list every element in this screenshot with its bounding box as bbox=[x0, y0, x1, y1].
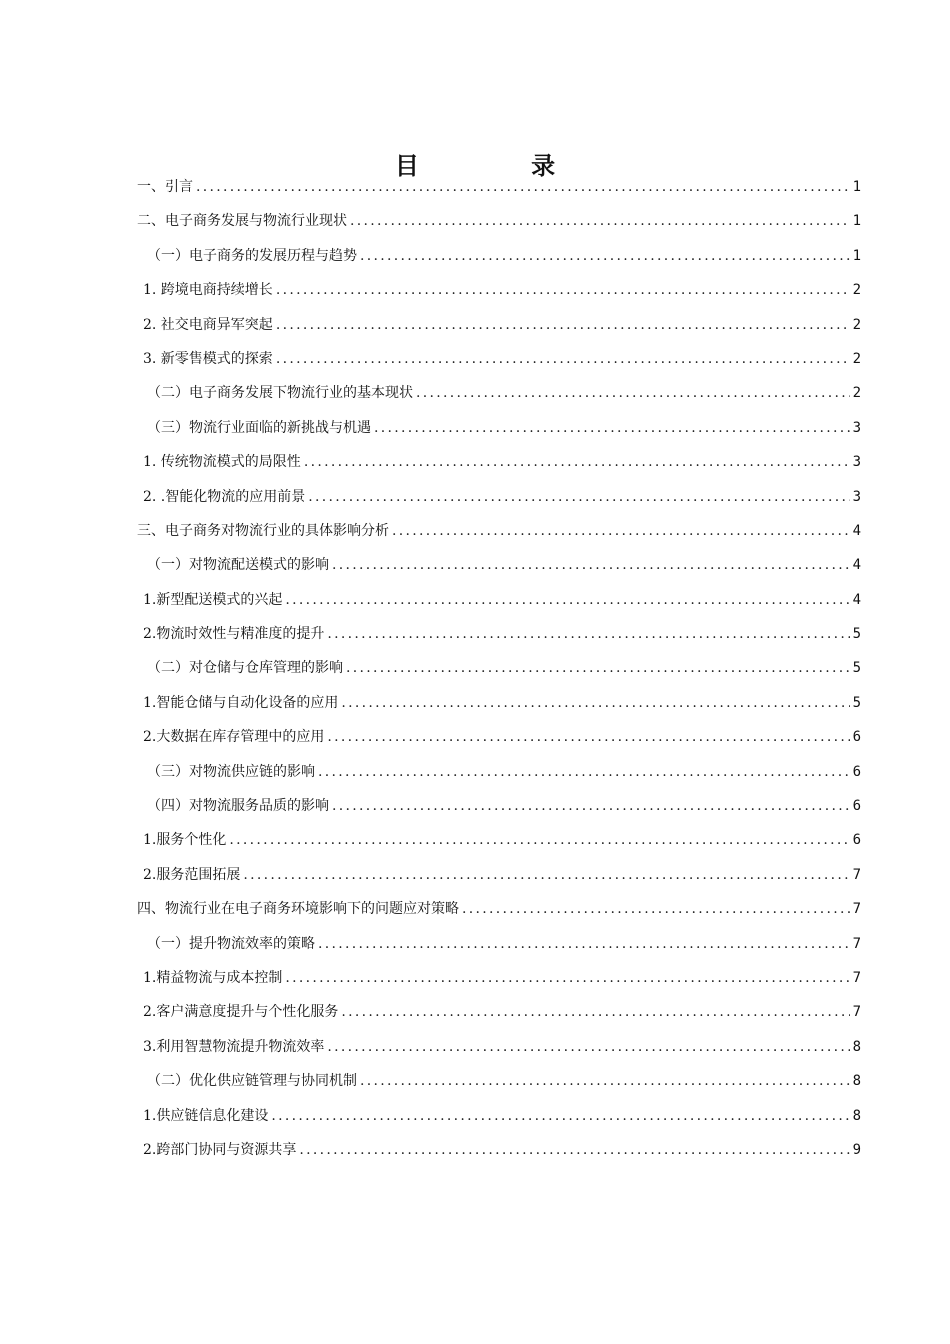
toc-entry-page-number: 8 bbox=[852, 1038, 861, 1055]
toc-entry[interactable] bbox=[137, 308, 861, 342]
toc-entry-label: 1.供应链信息化建设 bbox=[143, 1107, 269, 1124]
toc-entry[interactable] bbox=[137, 892, 861, 926]
toc-dot-leader bbox=[350, 204, 850, 238]
toc-entry-label: （三）对物流供应链的影响 bbox=[147, 763, 315, 780]
toc-entry-label: 1.精益物流与成本控制 bbox=[143, 969, 283, 986]
toc-entry[interactable] bbox=[137, 204, 861, 238]
toc-entry-label: （二）电子商务发展下物流行业的基本现状 bbox=[147, 385, 413, 402]
toc-dot-leader bbox=[276, 273, 850, 307]
toc-dot-leader bbox=[392, 514, 850, 548]
toc-entry[interactable] bbox=[137, 376, 861, 410]
toc-entry[interactable] bbox=[137, 823, 861, 857]
toc-entry-label: 2. .智能化物流的应用前景 bbox=[143, 488, 306, 505]
toc-dot-leader bbox=[360, 1064, 850, 1098]
toc-entry-label: （二）对仓储与仓库管理的影响 bbox=[147, 660, 343, 677]
toc-dot-leader bbox=[332, 548, 850, 582]
toc-entry-page-number: 1 bbox=[852, 247, 861, 264]
toc-entry[interactable] bbox=[137, 1064, 861, 1098]
toc-entry[interactable] bbox=[137, 1030, 861, 1064]
toc-entry-label: （一）电子商务的发展历程与趋势 bbox=[147, 247, 357, 264]
toc-entry-label: （二）优化供应链管理与协同机制 bbox=[147, 1073, 357, 1090]
toc-entry-page-number: 3 bbox=[852, 454, 861, 471]
toc-dot-leader bbox=[196, 170, 850, 204]
toc-dot-leader bbox=[276, 308, 850, 342]
toc-entry-label: 1.新型配送模式的兴起 bbox=[143, 591, 283, 608]
toc-dot-leader bbox=[416, 376, 850, 410]
toc-dot-leader bbox=[285, 583, 849, 617]
toc-dot-leader bbox=[341, 686, 849, 720]
toc-entry-page-number: 6 bbox=[852, 763, 861, 780]
toc-entry[interactable] bbox=[137, 617, 861, 651]
toc-entry-page-number: 4 bbox=[852, 557, 861, 574]
toc-dot-leader bbox=[318, 927, 850, 961]
toc-entry[interactable] bbox=[137, 411, 861, 445]
toc-entry-page-number: 7 bbox=[852, 1004, 861, 1021]
toc-entry[interactable] bbox=[137, 789, 861, 823]
toc-entry-page-number: 1 bbox=[852, 179, 861, 195]
toc-entry-label: 2.服务范围拓展 bbox=[143, 866, 241, 883]
toc-entry-label: （一）提升物流效率的策略 bbox=[147, 935, 315, 952]
toc-entry-page-number: 6 bbox=[852, 729, 861, 746]
toc-dot-leader bbox=[271, 1099, 849, 1133]
toc-entry-page-number: 9 bbox=[852, 1141, 861, 1158]
toc-entry[interactable] bbox=[137, 480, 861, 514]
toc-entry[interactable] bbox=[137, 995, 861, 1029]
toc-entry-page-number: 2 bbox=[852, 385, 861, 402]
toc-dot-leader bbox=[318, 755, 850, 789]
toc-entry-page-number: 6 bbox=[852, 798, 861, 815]
toc-entry-page-number: 5 bbox=[852, 694, 861, 711]
toc-entry[interactable] bbox=[137, 720, 861, 754]
toc-entry-label: 1. 传统物流模式的局限性 bbox=[143, 454, 301, 471]
toc-entry-label: 2.物流时效性与精准度的提升 bbox=[143, 626, 325, 643]
toc-dot-leader bbox=[304, 445, 850, 479]
toc-dot-leader bbox=[229, 823, 849, 857]
toc-entry-page-number: 2 bbox=[852, 316, 861, 333]
toc-entry-label: （四）对物流服务品质的影响 bbox=[147, 798, 329, 815]
toc-entry-page-number: 4 bbox=[852, 591, 861, 608]
toc-dot-leader bbox=[243, 858, 849, 892]
toc-entry-page-number: 1 bbox=[852, 213, 861, 230]
toc-list bbox=[137, 170, 861, 1167]
toc-entry-page-number: 4 bbox=[852, 522, 861, 539]
toc-entry-label: 2. 社交电商异军突起 bbox=[143, 316, 273, 333]
toc-entry-page-number: 2 bbox=[852, 350, 861, 367]
toc-dot-leader bbox=[299, 1133, 849, 1167]
toc-entry-page-number: 7 bbox=[852, 901, 861, 918]
toc-entry-page-number: 7 bbox=[852, 969, 861, 986]
toc-dot-leader bbox=[374, 411, 850, 445]
toc-entry[interactable] bbox=[137, 273, 861, 307]
toc-entry-label: 2.客户满意度提升与个性化服务 bbox=[143, 1004, 339, 1021]
toc-entry[interactable] bbox=[137, 1099, 861, 1133]
toc-dot-leader bbox=[462, 892, 850, 926]
toc-dot-leader bbox=[332, 789, 850, 823]
toc-dot-leader bbox=[327, 720, 849, 754]
toc-entry[interactable] bbox=[137, 927, 861, 961]
toc-dot-leader bbox=[346, 651, 850, 685]
toc-entry-label: 1.智能仓储与自动化设备的应用 bbox=[143, 694, 339, 711]
toc-entry-label: 3.利用智慧物流提升物流效率 bbox=[143, 1038, 325, 1055]
toc-entry-label: （三）物流行业面临的新挑战与机遇 bbox=[147, 419, 371, 436]
toc-entry[interactable] bbox=[137, 583, 861, 617]
toc-dot-leader bbox=[285, 961, 849, 995]
toc-entry[interactable] bbox=[137, 858, 861, 892]
toc-entry-page-number: 5 bbox=[852, 660, 861, 677]
toc-dot-leader bbox=[341, 995, 849, 1029]
toc-entry[interactable] bbox=[137, 651, 861, 685]
toc-entry-page-number: 5 bbox=[852, 626, 861, 643]
toc-entry-page-number: 2 bbox=[852, 282, 861, 299]
toc-entry[interactable] bbox=[137, 755, 861, 789]
toc-entry[interactable] bbox=[137, 342, 861, 376]
toc-dot-leader bbox=[327, 617, 849, 651]
toc-entry-page-number: 3 bbox=[852, 488, 861, 505]
toc-entry[interactable] bbox=[137, 548, 861, 582]
toc-entry[interactable] bbox=[137, 239, 861, 273]
toc-entry-label: 1. 跨境电商持续增长 bbox=[143, 282, 273, 299]
toc-entry-label: 2.大数据在库存管理中的应用 bbox=[143, 729, 325, 746]
toc-title: 目 录 bbox=[394, 152, 608, 180]
toc-dot-leader bbox=[360, 239, 850, 273]
toc-entry-label: 2.跨部门协同与资源共享 bbox=[143, 1141, 297, 1158]
toc-entry-page-number: 7 bbox=[852, 866, 861, 883]
toc-entry[interactable] bbox=[137, 514, 861, 548]
toc-entry-label: （一）对物流配送模式的影响 bbox=[147, 557, 329, 574]
toc-dot-leader bbox=[327, 1030, 849, 1064]
toc-entry-label: 3. 新零售模式的探索 bbox=[143, 350, 273, 367]
toc-entry-page-number: 3 bbox=[852, 419, 861, 436]
toc-entry-page-number: 7 bbox=[852, 935, 861, 952]
toc-entry-label: 三、电子商务对物流行业的具体影响分析 bbox=[137, 522, 389, 539]
toc-entry-label: 二、电子商务发展与物流行业现状 bbox=[137, 213, 347, 230]
toc-entry-label: 四、物流行业在电子商务环境影响下的问题应对策略 bbox=[137, 901, 459, 918]
toc-dot-leader bbox=[308, 480, 849, 514]
toc-entry[interactable] bbox=[137, 686, 861, 720]
toc-entry[interactable] bbox=[137, 961, 861, 995]
toc-entry-page-number: 8 bbox=[852, 1107, 861, 1124]
toc-dot-leader bbox=[276, 342, 850, 376]
toc-entry[interactable] bbox=[137, 445, 861, 479]
toc-entry[interactable] bbox=[137, 1133, 861, 1167]
toc-entry-label: 1.服务个性化 bbox=[143, 832, 227, 849]
toc-entry-page-number: 6 bbox=[852, 832, 861, 849]
toc-entry-page-number: 8 bbox=[852, 1073, 861, 1090]
toc-entry-label: 一、引言 bbox=[137, 179, 193, 195]
toc-entry[interactable] bbox=[137, 170, 861, 204]
